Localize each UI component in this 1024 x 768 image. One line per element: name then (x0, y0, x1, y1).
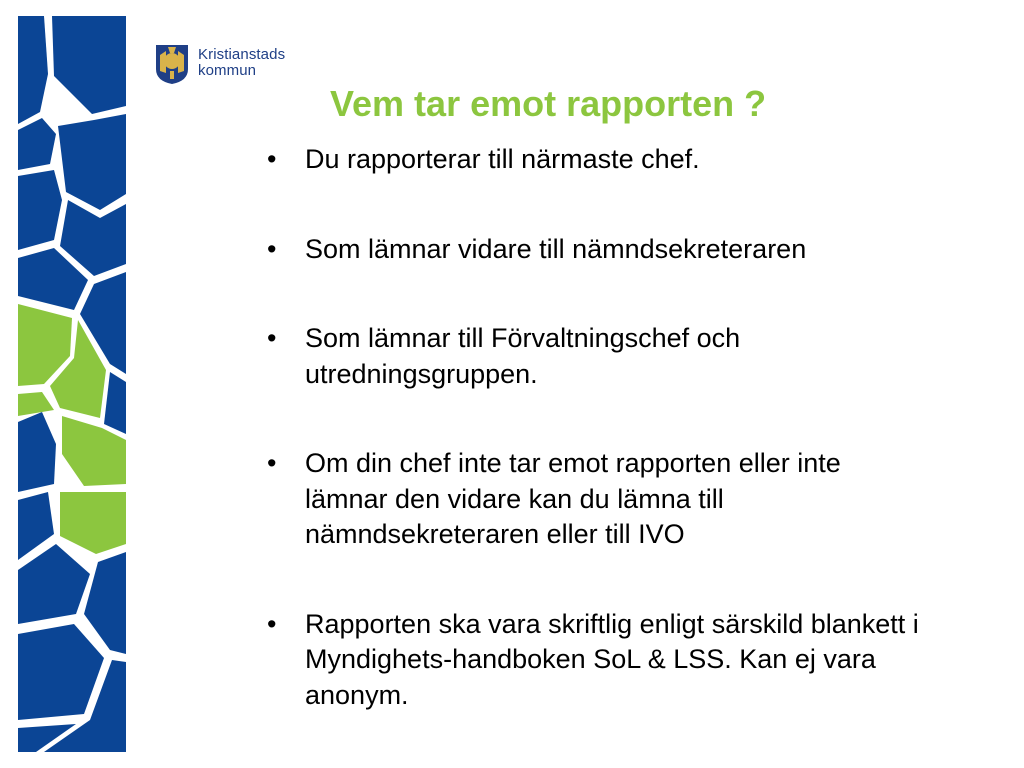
bullet-text: Du rapporterar till närmaste chef. (305, 144, 700, 174)
logo-text (198, 47, 285, 79)
decorative-mosaic (14, 14, 130, 754)
list-item (265, 321, 925, 392)
bullet-marker: • (267, 144, 277, 174)
slide-title: Vem tar emot rapporten ? (330, 83, 767, 124)
bullet-list (265, 142, 925, 713)
coat-of-arms-icon (152, 41, 192, 85)
bullet-marker: • (267, 233, 277, 264)
bullet-marker: • (267, 448, 277, 478)
logo-line-1: Kristianstads (198, 46, 286, 63)
list-item (265, 142, 925, 178)
bullet-text: Som lämnar vidare till nämndsekreteraren (305, 233, 807, 264)
list-item (265, 607, 925, 714)
bullet-text: Om din chef inte tar emot rapporten eller inte lämnar den vidare kan du lämna till nämndsekreteraren eller till IVO (305, 448, 841, 549)
bullet-marker: • (267, 608, 277, 639)
list-item (265, 446, 925, 553)
kristianstad-logo (152, 41, 285, 85)
logo-line-2: kommun (198, 62, 257, 79)
bullet-text: Rapporten ska vara skriftlig enligt särskild blankett i Myndighets-handboken SoL & LSS. Kan ej vara anonym. (305, 608, 919, 710)
bullet-marker: • (267, 323, 277, 353)
list-item (265, 232, 925, 268)
bullet-text: Som lämnar till Förvaltningschef och utredningsgruppen. (305, 323, 741, 389)
